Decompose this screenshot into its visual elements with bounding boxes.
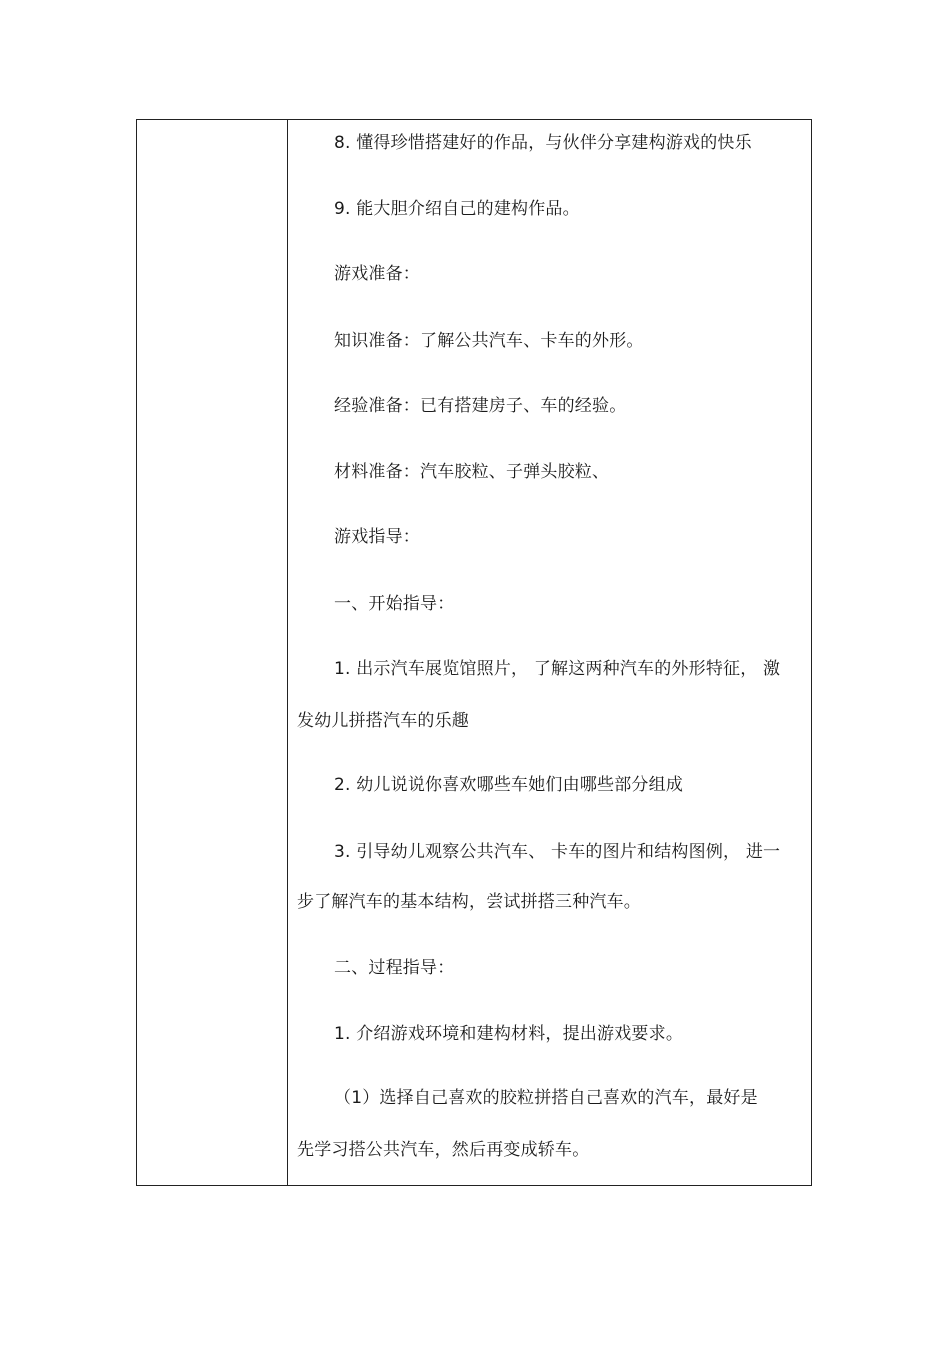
section-heading: 游戏准备： [334, 264, 420, 284]
text-line: 材料准备：汽车胶粒、子弹头胶粒、 [334, 462, 610, 482]
section-heading: 二、过程指导： [334, 958, 455, 978]
text-line: 先学习搭公共汽车，然后再变成轿车。 [297, 1140, 590, 1160]
text-line: 2. 幼儿说说你喜欢哪些车她们由哪些部分组成 [334, 775, 684, 795]
section-heading: 一、开始指导： [334, 594, 455, 614]
text-line: 3. 引导幼儿观察公共汽车、 卡车的图片和结构图例， 进一 [334, 842, 781, 862]
text-line: 发幼儿拼搭汽车的乐趣 [297, 711, 469, 731]
text-line: 9. 能大胆介绍自己的建构作品。 [334, 199, 580, 219]
text-line: 步了解汽车的基本结构，尝试拼搭三种汽车。 [297, 892, 641, 912]
text-line: 1. 介绍游戏环境和建构材料，提出游戏要求。 [334, 1024, 684, 1044]
text-line: 知识准备：了解公共汽车、卡车的外形。 [334, 331, 644, 351]
lesson-plan-table [136, 119, 812, 1186]
section-heading: 游戏指导： [334, 527, 420, 547]
text-line: 8. 懂得珍惜搭建好的作品，与伙伴分享建构游戏的快乐 [334, 133, 752, 153]
table-content-column [288, 120, 811, 1185]
text-line: （1）选择自己喜欢的胶粒拼搭自己喜欢的汽车，最好是 [334, 1088, 758, 1108]
table-label-column [137, 120, 288, 1185]
text-line: 1. 出示汽车展览馆照片， 了解这两种汽车的外形特征， 激 [334, 659, 781, 679]
text-line: 经验准备：已有搭建房子、车的经验。 [334, 396, 627, 416]
